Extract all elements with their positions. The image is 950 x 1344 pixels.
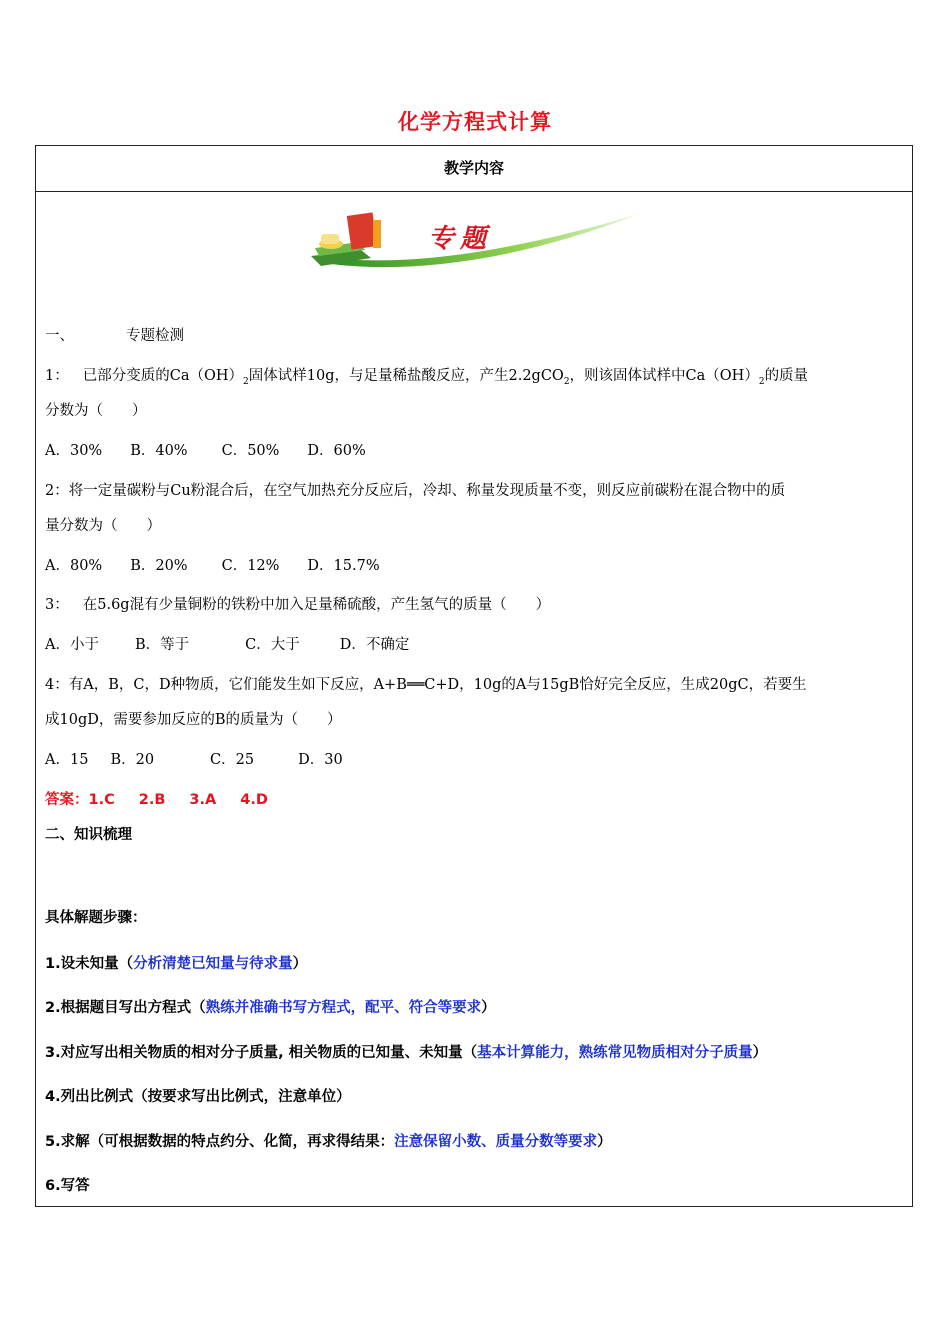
question-3: 3： 在5.6g混有少量铜粉的铁粉中加入足量稀硫酸，产生氢气的质量（ ） bbox=[45, 597, 551, 613]
question-1-options: A．30% B．40% C．50% D．60% bbox=[45, 443, 366, 459]
step-5: 5.求解（可根据数据的特点约分、化简，再求得结果：注意保留小数、质量分数等要求） bbox=[45, 1134, 612, 1150]
question-2: 2：将一定量碳粉与Cu粉混合后，在空气加热充分反应后，冷却、称量发现质量不变，则反应前碳粉在混合物中的质 bbox=[45, 483, 786, 499]
answer-line: 答案：1.C 2.B 3.A 4.D bbox=[45, 792, 268, 808]
step-4: 4.列出比例式（按要求写出比例式，注意单位） bbox=[45, 1089, 351, 1105]
content-table bbox=[35, 145, 913, 1207]
question-4-options: A．15 B．20 C．25 D．30 bbox=[45, 752, 343, 768]
steps-title: 具体解题步骤： bbox=[45, 910, 147, 926]
page-title: 化学方程式计算 bbox=[398, 110, 552, 134]
section2-heading: 二、知识梳理 bbox=[45, 827, 132, 843]
step-1: 1.设未知量（分析清楚已知量与待求量） bbox=[45, 956, 308, 972]
question-2-line2: 量分数为（ ） bbox=[45, 518, 161, 534]
table-header: 教学内容 bbox=[36, 146, 912, 192]
question-1-line2: 分数为（ ） bbox=[45, 403, 147, 419]
question-1: 1： 已部分变质的$Ca(OH)_2$固体试样10g，与足量稀盐酸反应，产生2.2gCO$_2$，则该固体试样中$Ca(OH)_2$的质量 bbox=[45, 368, 809, 387]
question-4: 4：有A，B，C，D种物质，它们能发生如下反应，A+B══C+D，10g的A与15gB恰好完全反应，生成20gC，若要生 bbox=[45, 677, 807, 693]
question-3-options: A．小于 B．等于 C．大于 D．不确定 bbox=[45, 637, 410, 653]
section1-heading: 一、 专题检测 bbox=[45, 328, 184, 344]
step-3: 3.对应写出相关物质的相对分子质量, 相关物质的已知量、未知量（基本计算能力，熟练常见物质相对分子质量） bbox=[45, 1045, 768, 1061]
question-4-line2: 成10gD，需要参加反应的B的质量为（ ） bbox=[45, 712, 342, 728]
step-2: 2.根据题目写出方程式（熟练并准确书写方程式，配平、符合等要求） bbox=[45, 1000, 496, 1016]
question-2-options: A．80% B．20% C．12% D．15.7% bbox=[45, 558, 380, 574]
banner-text: 专题 bbox=[428, 224, 493, 254]
step-6: 6.写答 bbox=[45, 1178, 90, 1194]
